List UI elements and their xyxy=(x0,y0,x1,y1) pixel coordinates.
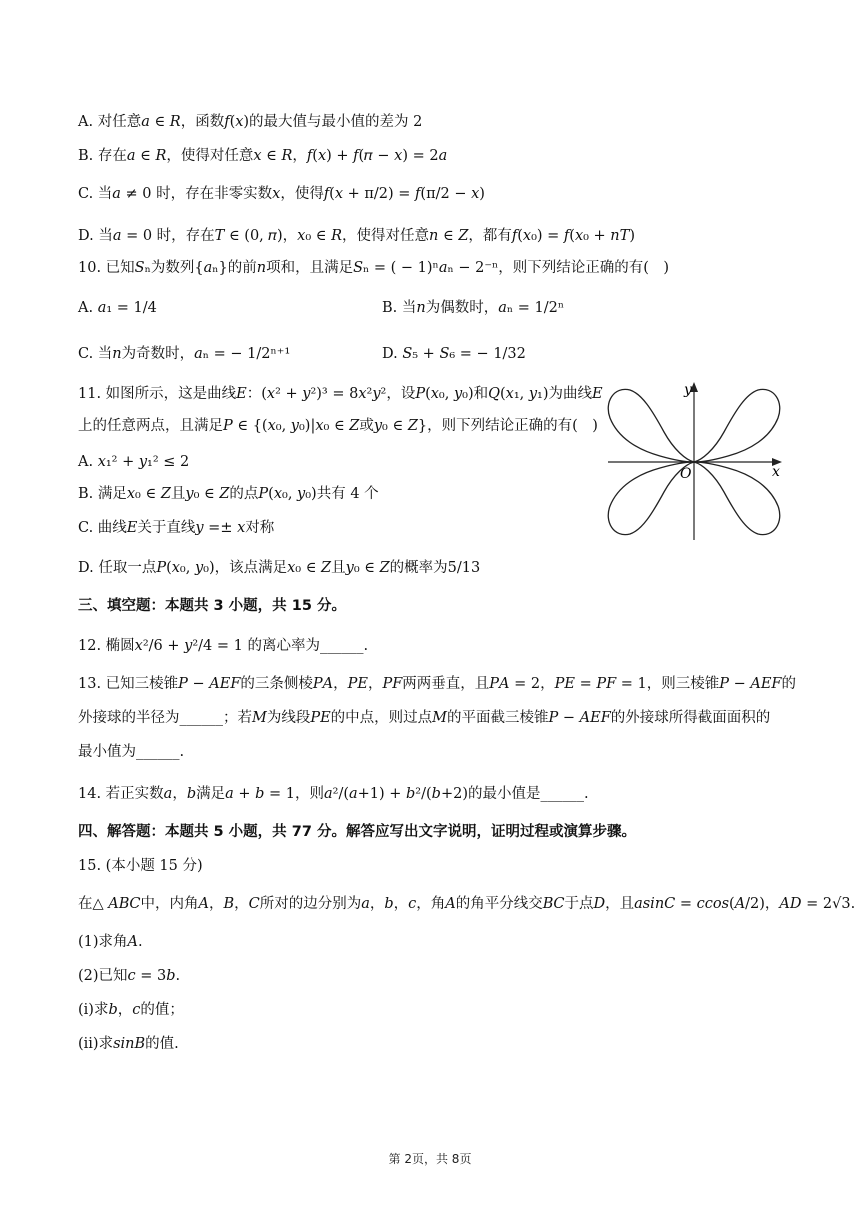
q13-line2: 外接球的半径为______；若𝑀为线段𝑃𝐸的中点，则过点𝑀的平面截三棱锥𝑃 − 𝐴𝐸𝐹的外接球所得截面面积的 xyxy=(78,710,771,726)
q14: 14. 若正实数𝑎，𝑏满足𝑎 + 𝑏 = 1，则𝑎²/(𝑎+1) + 𝑏²/(𝑏+2)的最小值是______. xyxy=(78,786,589,802)
q9-option-d: D. 当𝑎 = 0 时，存在𝑇 ∈ (0, 𝜋)，𝑥₀ ∈ 𝑅，使得对任意𝑛 ∈ 𝑍，都有𝑓(𝑥₀) = 𝑓(𝑥₀ + 𝑛𝑇) xyxy=(78,228,635,244)
q12: 12. 椭圆𝑥²/6 + 𝑦²/4 = 1 的离心率为______. xyxy=(78,638,369,654)
q10-option-a: A. 𝑎₁ = 1/4 xyxy=(78,300,157,316)
q15-stem: 在△ 𝐴𝐵𝐶中，内角𝐴，𝐵，𝐶所对的边分别为𝑎，𝑏，𝑐，角𝐴的角平分线交𝐵𝐶于点𝐷，且𝑎𝑠𝑖𝑛𝐶 = 𝑐𝑐𝑜𝑠(𝐴/2)，𝐴𝐷 = 2√3. xyxy=(78,896,856,912)
q11-option-a: A. 𝑥₁² + 𝑦₁² ≤ 2 xyxy=(78,454,190,470)
q10-option-c: C. 当𝑛为奇数时，𝑎ₙ = − 1/2ⁿ⁺¹ xyxy=(78,346,291,362)
petal-upper-right xyxy=(694,389,780,462)
petal-upper-left xyxy=(608,389,694,462)
petal-lower-right xyxy=(694,462,780,535)
section3-heading: 三、填空题：本题共 3 小题，共 15 分。 xyxy=(78,598,346,614)
q11-curve-figure xyxy=(606,376,786,544)
q11-option-d: D. 任取一点𝑃(𝑥₀, 𝑦₀)，该点满足𝑥₀ ∈ 𝑍且𝑦₀ ∈ 𝑍的概率为5/13 xyxy=(78,560,481,576)
q9-option-b: B. 存在𝑎 ∈ 𝑅，使得对任意𝑥 ∈ 𝑅，𝑓(𝑥) + 𝑓(𝜋 − 𝑥) = 2𝑎 xyxy=(78,148,448,164)
origin-label: O xyxy=(680,466,692,482)
q15-part-2: (2)已知𝑐 = 3𝑏. xyxy=(78,968,181,984)
page-footer: 第 2页，共 8页 xyxy=(388,1152,472,1166)
q15-part-1: (1)求角𝐴. xyxy=(78,934,143,950)
q9-option-c: C. 当𝑎 ≠ 0 时，存在非零实数𝑥，使得𝑓(𝑥 + π/2) = 𝑓(π/2 − 𝑥) xyxy=(78,186,485,202)
q13-line3: 最小值为______. xyxy=(78,744,185,760)
q15-part-2-ii: (ii)求𝑠𝑖𝑛𝐵的值. xyxy=(78,1036,179,1052)
q11-stem-line2: 上的任意两点，且满足𝑃 ∈ {(𝑥₀, 𝑦₀)|𝑥₀ ∈ 𝑍或𝑦₀ ∈ 𝑍}，则下列结论正确的有( ) xyxy=(78,418,598,434)
q15-title: 15. (本小题 15 分) xyxy=(78,858,203,874)
q10-option-b: B. 当𝑛为偶数时，𝑎ₙ = 1/2ⁿ xyxy=(382,300,565,316)
x-axis-label: x xyxy=(772,464,780,480)
q9-option-a: A. 对任意𝑎 ∈ 𝑅，函数𝑓(𝑥)的最大值与最小值的差为 2 xyxy=(78,114,423,130)
q10-option-d: D. 𝑆₅ + 𝑆₆ = − 1/32 xyxy=(382,346,526,362)
q11-stem-line1: 11. 如图所示，这是曲线𝐸：(𝑥² + 𝑦²)³ = 8𝑥²𝑦²，设𝑃(𝑥₀, 𝑦₀)和𝑄(𝑥₁, 𝑦₁)为曲线𝐸 xyxy=(78,386,603,402)
q11-option-b: B. 满足𝑥₀ ∈ 𝑍且𝑦₀ ∈ 𝑍的点𝑃(𝑥₀, 𝑦₀)共有 4 个 xyxy=(78,486,379,502)
section4-heading: 四、解答题：本题共 5 小题，共 77 分。解答应写出文字说明，证明过程或演算步骤。 xyxy=(78,824,636,840)
y-axis-label: y xyxy=(684,382,692,398)
q15-part-2-i: (i)求𝑏，𝑐的值； xyxy=(78,1002,184,1018)
q13-line1: 13. 已知三棱锥𝑃 − 𝐴𝐸𝐹的三条侧棱𝑃𝐴，𝑃𝐸，𝑃𝐹两两垂直，且𝑃𝐴 = 2，𝑃𝐸 = 𝑃𝐹 = 1，则三棱锥𝑃 − 𝐴𝐸𝐹的 xyxy=(78,676,796,692)
q10-stem: 10. 已知𝑆ₙ为数列{𝑎ₙ}的前𝑛项和，且满足𝑆ₙ = ( − 1)ⁿ𝑎ₙ − 2⁻ⁿ，则下列结论正确的有( ) xyxy=(78,260,670,276)
q11-option-c: C. 曲线𝐸关于直线𝑦 =± 𝑥对称 xyxy=(78,520,275,536)
